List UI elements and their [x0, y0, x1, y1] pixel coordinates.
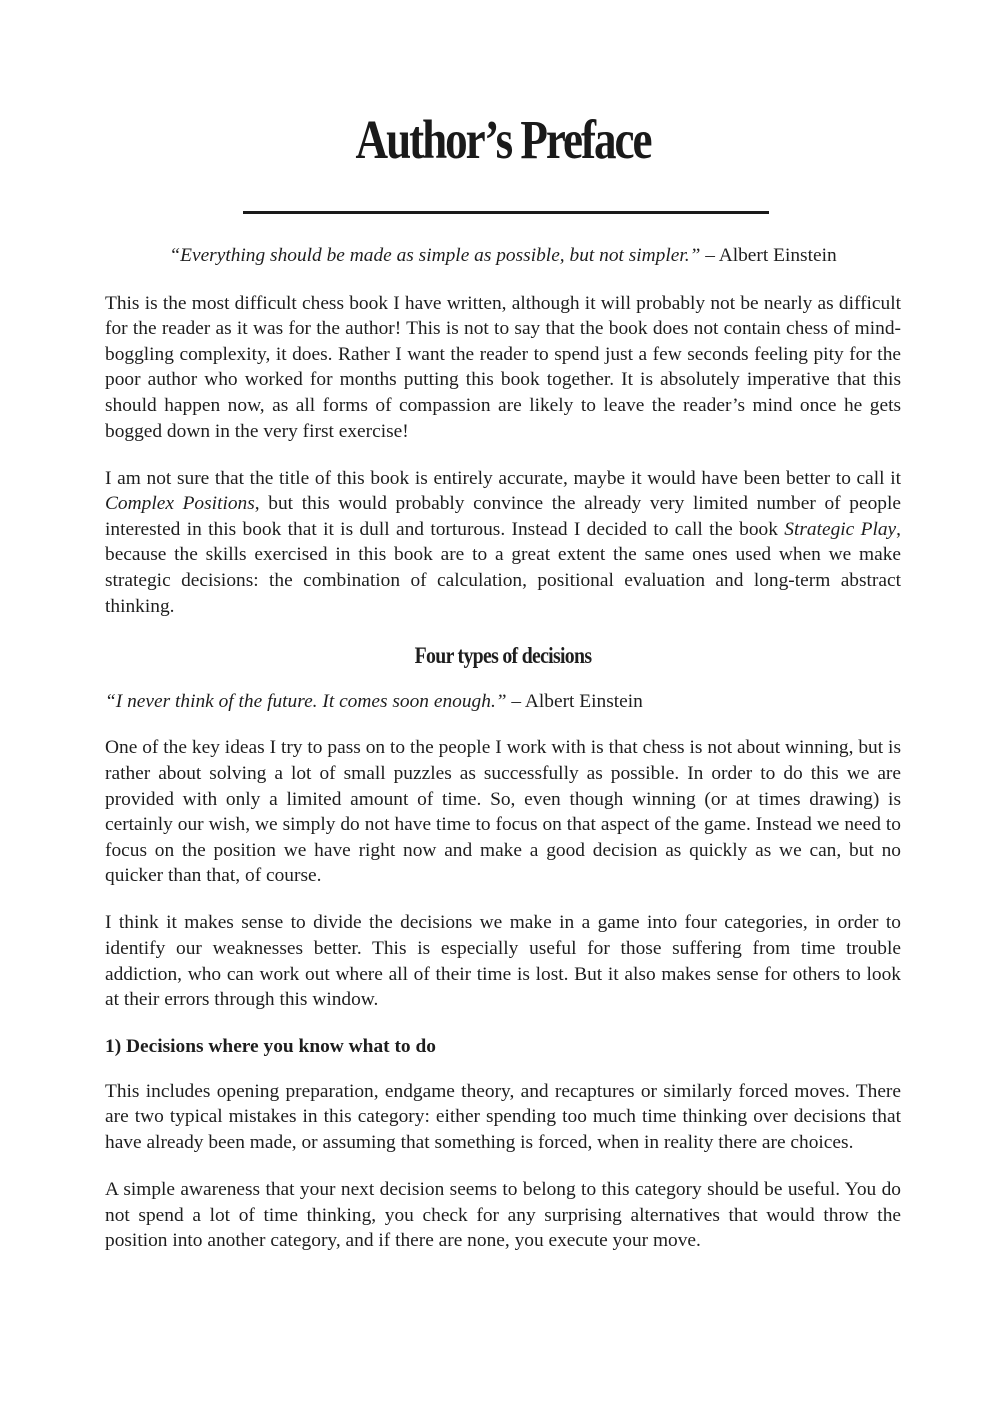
epigraph-quote: “Everything should be made as simple as possible, but not simpler.”	[169, 245, 701, 266]
book-title-complex-positions: Complex Positions	[105, 493, 255, 515]
page-title: Author’s Preface	[355, 109, 651, 170]
epigraph-attribution: – Albert Einstein	[700, 245, 837, 266]
paragraph-1: This is the most difficult chess book I have written, although it will probably not be nearly as difficult for the reader as it was for the author! This is not to say that the book does not contain chess of mind-boggling complexity, it does. Rather I want the reader to spend just a few seconds feeling pity for the poor author who worked for months putting this book together. It is absolutely imperative that this should happen now, as all forms of compassion are likely to leave the reader’s mind once he gets bogged down in the very first exercise!	[105, 292, 901, 442]
section-heading: Four types of decisions	[414, 642, 592, 668]
paragraph-3: One of the key ideas I try to pass on to the people I work with is that chess is not about winning, but is rather about solving a lot of small puzzles as successfully as possible. In order to do this we are provided with only a limited amount of time. So, even though winning (or at times drawing) is certainly our wish, we simply do not have time to focus on that aspect of the game. Instead we need to focus on the position we have right now and make a good decision as quickly as we can, but no quicker than that, of course.	[105, 737, 901, 887]
paragraph-2-text-c: , because the skills exercised in this book are to a great extent the same ones used when we make strategic decisions: the combination of calculation, positional evaluation and long-term abstract thinking.	[105, 518, 901, 617]
paragraph-6: A simple awareness that your next decision seems to belong to this category should be useful. You do not spend a lot of time thinking, you check for any surprising alternatives that would throw the position into another category, and if there are none, you execute your move.	[105, 1179, 901, 1252]
paragraph-5: This includes opening preparation, endgame theory, and recaptures or similarly forced moves. There are two typical mistakes in this category: either spending too much time thinking over decisions that have already been made, or assuming that something is forced, when in reality there are choices.	[105, 1080, 901, 1154]
book-title-strategic-play: Strategic Play	[784, 518, 897, 540]
paragraph-2-text-b: , but this would probably convince the already very limited number of people interested in this book that it is dull and torturous. Instead I decided to call the book	[105, 493, 901, 540]
subheading-decisions-known: 1) Decisions where you know what to do	[105, 1036, 436, 1058]
epigraph-einstein-simple	[105, 243, 901, 269]
paragraph-4: I think it makes sense to divide the decisions we make in a game into four categories, in order to identify our weaknesses better. This is especially useful for those suffering from time trouble addiction, who can work out where all of their time is lost. But it also makes sense for others to look at their errors through this window.	[105, 912, 901, 1011]
paragraph-2-text-a: I am not sure that the title of this book is entirely accurate, maybe it would have been better to call it	[105, 467, 901, 489]
epigraph-einstein-future	[105, 689, 901, 715]
epigraph-attribution: – Albert Einstein	[506, 690, 643, 712]
title-divider	[243, 211, 769, 214]
body-text	[105, 243, 901, 1275]
paragraph-2	[105, 466, 901, 620]
epigraph-quote: “I never think of the future. It comes soon enough.”	[105, 690, 507, 712]
